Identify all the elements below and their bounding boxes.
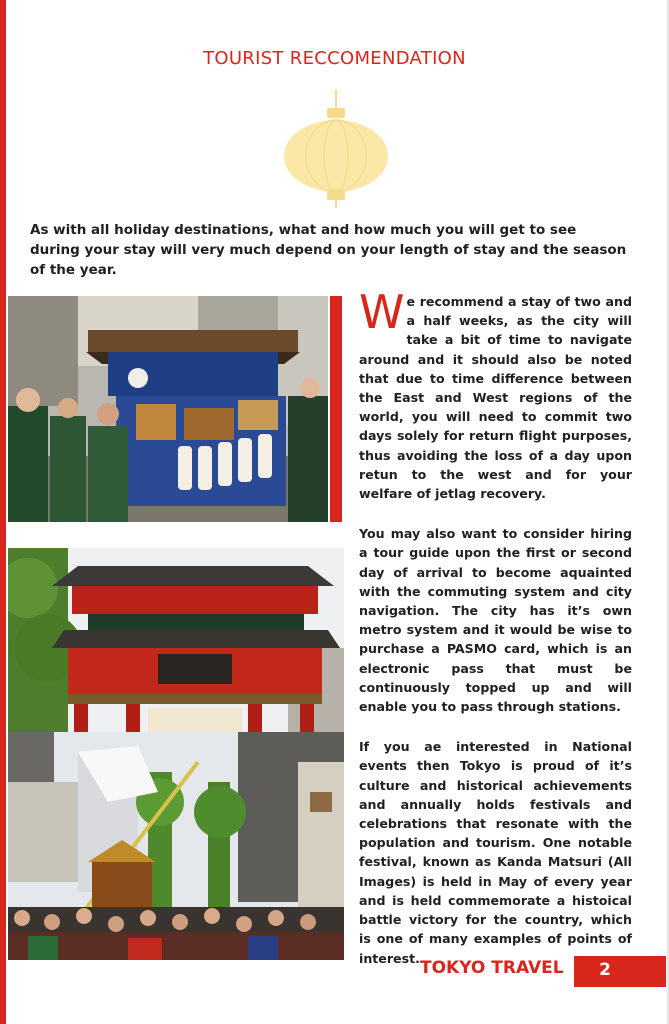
article-body [359,285,632,989]
page-title: TOURIST RECCOMENDATION [203,48,466,69]
street-festival-photo [8,732,344,960]
paragraph-1 [359,285,632,503]
paragraph-1-text: e recommend a stay of two and a half weeks, as the city will take a bit of time to navigate around and it should also be noted that due to time difference between the East and West regions of the world, you will need to commit two days solely for return flight purposes, thus avoiding the loss of a day upon retun to the west and for your welfare of jetlag recovery. [359,294,632,502]
left-accent-bar [0,0,6,1024]
page-number-box [574,956,666,987]
paragraph-3: If you ae interested in National events then Tokyo is proud of it’s culture and historical achievements and annually holds festivals and celebrations that resonate with the population and tourism. One notable festival, known as Kanda Matsuri (All Images) is held in May of every year and is held commemorate a histoical battle victory for the country, which is one of many examples of points of interest. [359,739,632,966]
shrine-gate-photo [8,548,344,734]
photo-accent-bar [330,296,342,522]
paragraph-2: You may also want to consider hiring a tour guide upon the first or second day of arrival to become aquainted with the commuting system and city navigation. The city has it’s own metro system and it would be wise to purchase a PASMO card, which is an electronic pass that must be continuously topped up and will enable you to pass through stations. [359,526,632,715]
footer-publication-label: TOKYO TRAVEL [420,958,564,978]
page-number: 2 [599,960,611,980]
paper-lantern-icon [281,90,391,208]
drop-cap: W [359,285,405,339]
festival-cart-photo [8,296,328,522]
intro-paragraph: As with all holiday destinations, what and how much you will get to see during your stay will very much depend on your length of stay and the season of the year. [30,222,627,278]
